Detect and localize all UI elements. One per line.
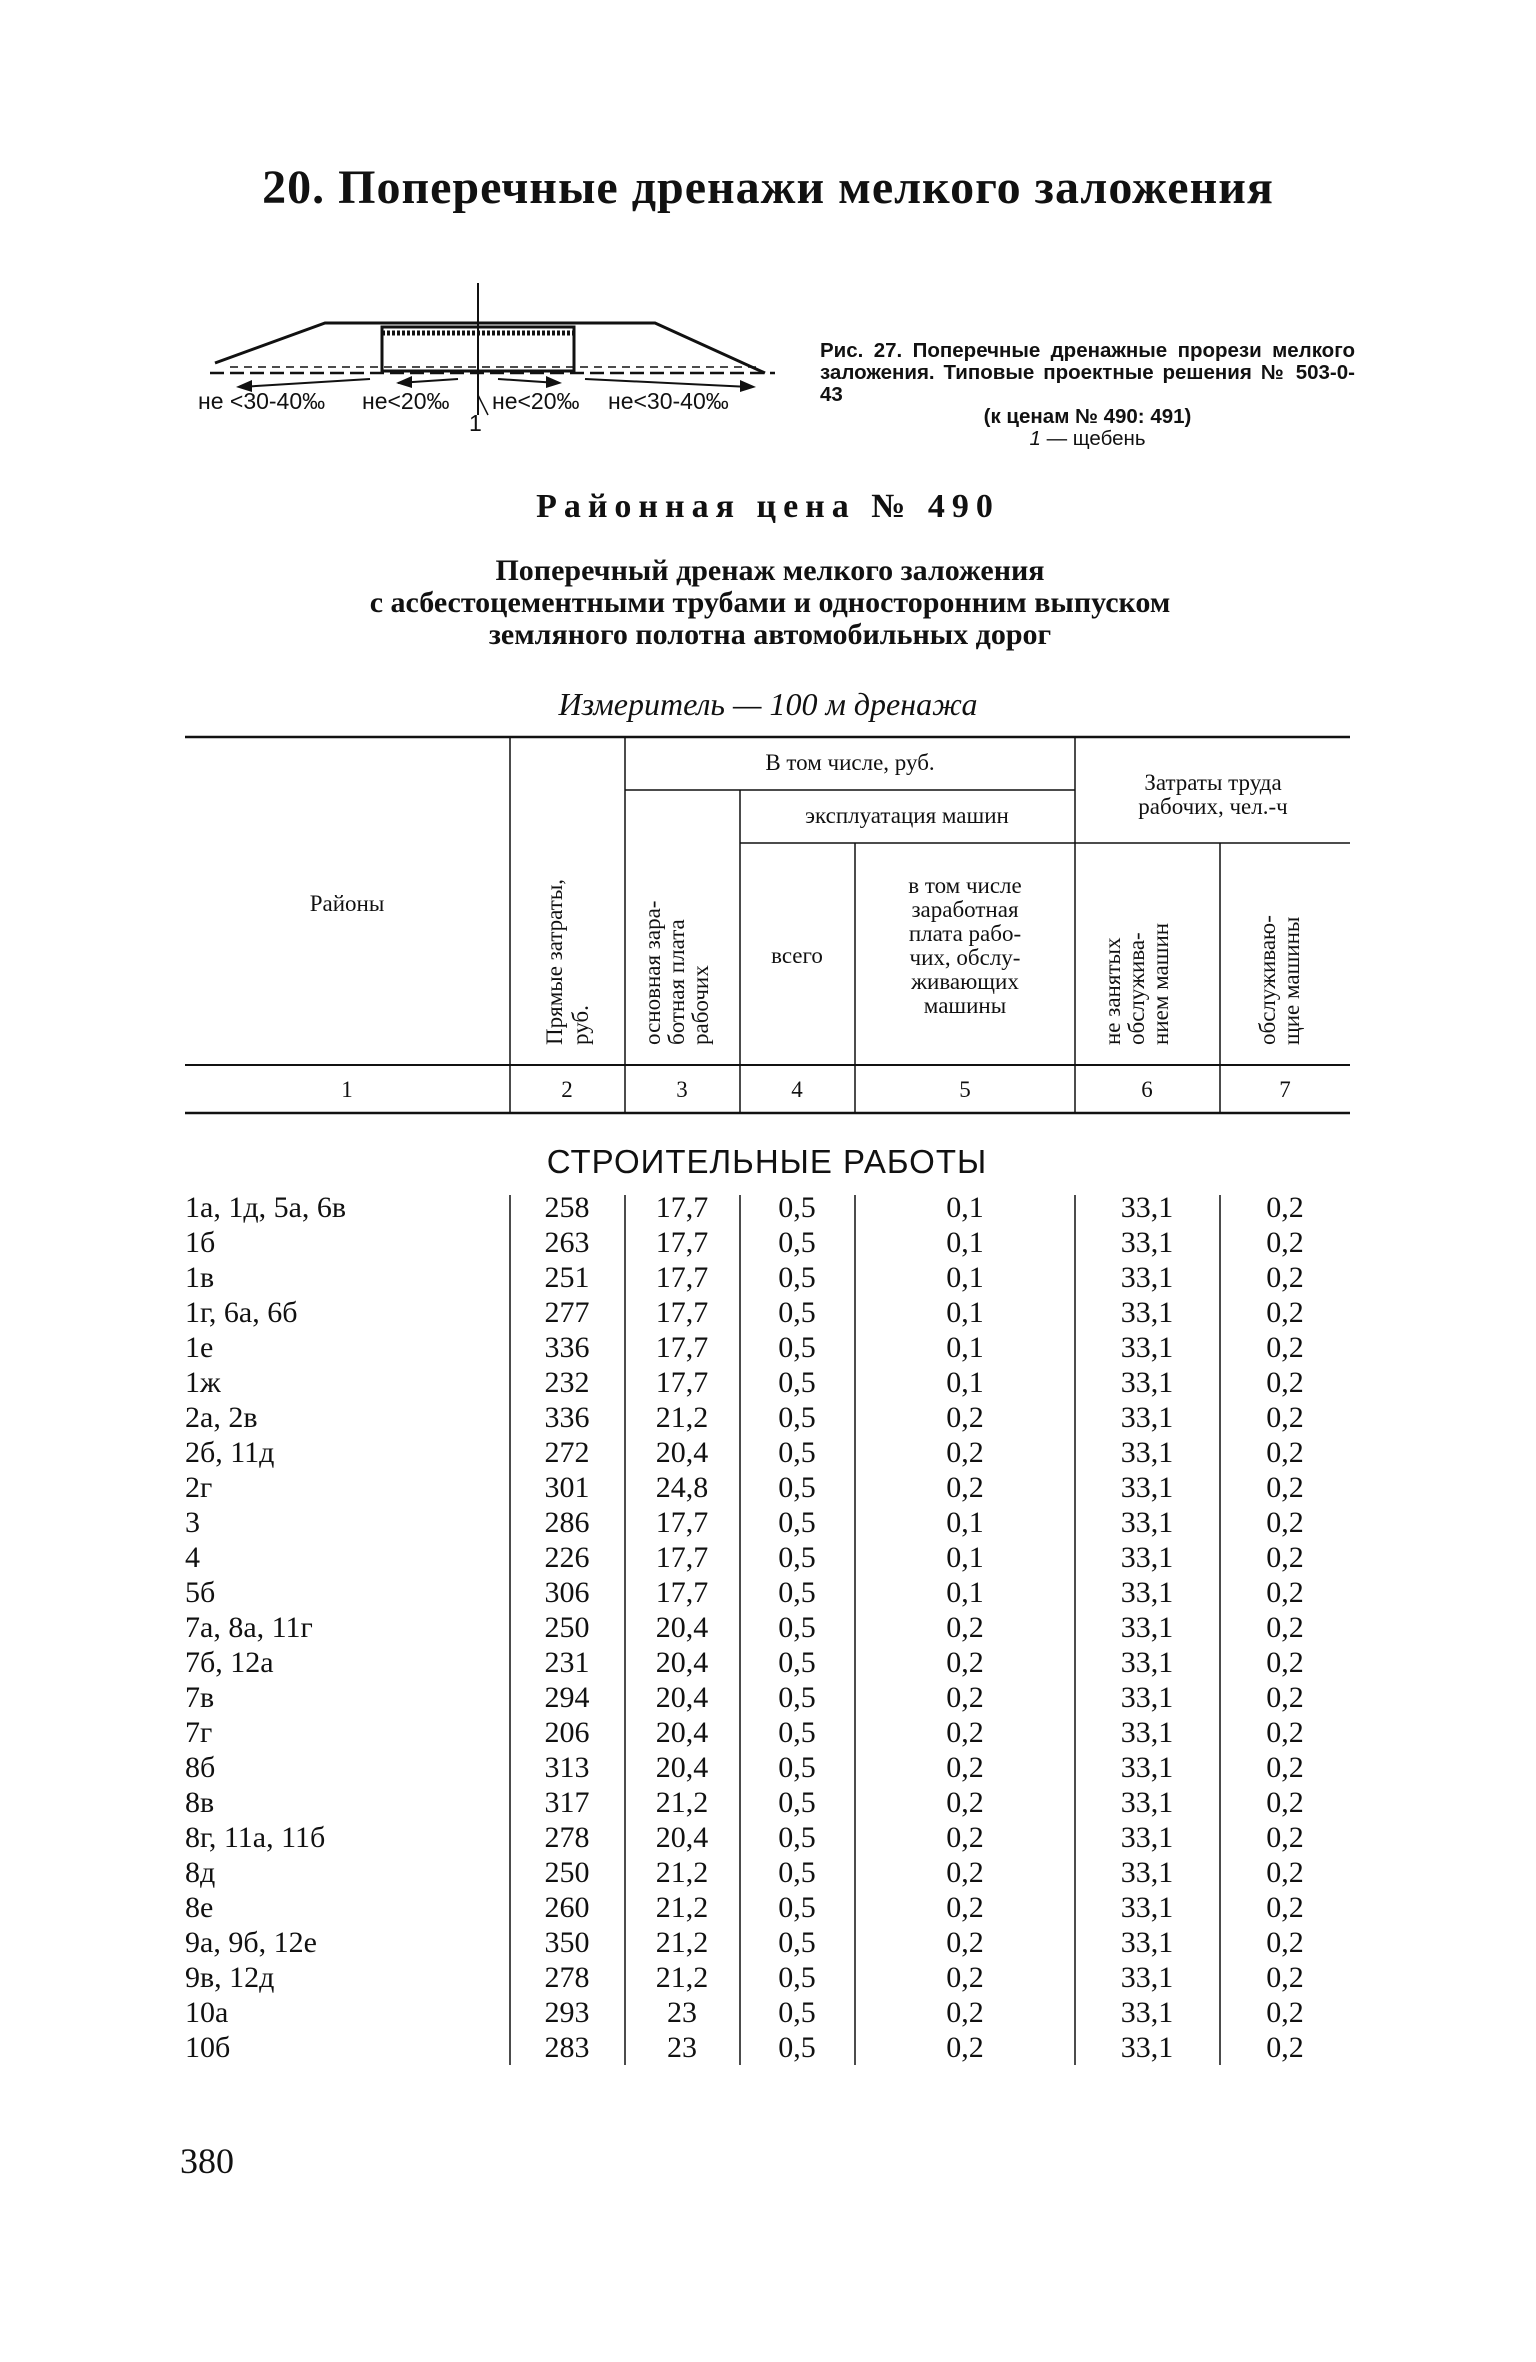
table-row (185, 1751, 1304, 1784)
value-cell: 350 (544, 1926, 590, 1959)
value-cell: 0,5 (778, 1961, 816, 1994)
table-row (185, 1681, 1304, 1714)
value-cell: 0,5 (778, 1576, 816, 1609)
value-cell: 17,7 (655, 1226, 709, 1259)
value-cell: 0,1 (946, 1226, 984, 1259)
caption-legend (820, 428, 1355, 450)
table-row (185, 1226, 1304, 1259)
value-cell: 33,1 (1120, 1401, 1174, 1434)
value-cell: 0,5 (778, 1296, 816, 1329)
svg-text:6: 6 (1141, 1077, 1153, 1102)
region-cell: 2г (185, 1471, 213, 1504)
value-cell: 17,7 (655, 1541, 709, 1574)
figure-callout-1: 1 (469, 410, 482, 436)
table-row (185, 1646, 1304, 1679)
region-cell: 1е (185, 1331, 214, 1364)
svg-text:щие машины: щие машины (1279, 916, 1304, 1045)
region-cell: 4 (185, 1541, 200, 1574)
slope-label-inner-right: не<20‰ (492, 388, 580, 414)
table-row (185, 1436, 1304, 1469)
value-cell: 17,7 (655, 1331, 709, 1364)
caption-prices: (к ценам № 490: 491) (983, 405, 1192, 428)
value-cell: 251 (544, 1261, 590, 1294)
drainage-figure (190, 275, 790, 455)
value-cell: 0,5 (778, 1681, 816, 1714)
value-cell: 278 (544, 1821, 590, 1854)
value-cell: 0,2 (1266, 1786, 1304, 1819)
value-cell: 33,1 (1120, 1996, 1174, 2029)
svg-text:7: 7 (1279, 1077, 1291, 1102)
table-row (185, 1856, 1304, 1889)
table-row (185, 1471, 1304, 1504)
table-row (185, 1716, 1304, 1749)
table-row (185, 1366, 1304, 1399)
value-cell: 0,2 (1266, 1681, 1304, 1714)
value-cell: 33,1 (1120, 1506, 1174, 1539)
svg-text:5: 5 (959, 1077, 971, 1102)
region-cell: 7б, 12а (185, 1646, 274, 1679)
price-table (185, 735, 1350, 2085)
value-cell: 0,2 (1266, 1366, 1304, 1399)
svg-text:чих, обслу-: чих, обслу- (909, 945, 1021, 970)
value-cell: 0,2 (1266, 1821, 1304, 1854)
slope-label-outer-right: не<30-40‰ (608, 388, 729, 414)
region-cell: 1б (185, 1226, 216, 1259)
value-cell: 33,1 (1120, 1961, 1174, 1994)
value-cell: 0,1 (946, 1296, 984, 1329)
region-cell: 7г (185, 1716, 213, 1749)
value-cell: 278 (544, 1961, 590, 1994)
caption-text: Рис. 27. Поперечные дренажные прорези мелкого заложения. Типовые проектные решения № 503-0-43 (820, 339, 1355, 406)
value-cell: 17,7 (655, 1296, 709, 1329)
value-cell: 33,1 (1120, 1541, 1174, 1574)
table-row (185, 1961, 1304, 1994)
value-cell: 206 (544, 1716, 590, 1749)
svg-text:3: 3 (676, 1077, 688, 1102)
value-cell: 277 (544, 1296, 590, 1329)
value-cell: 306 (544, 1576, 590, 1609)
value-cell: 0,5 (778, 1401, 816, 1434)
svg-text:рабочих, чел.-ч: рабочих, чел.-ч (1138, 794, 1288, 819)
value-cell: 0,2 (946, 1786, 984, 1819)
region-cell: 10а (185, 1996, 229, 2029)
value-cell: 294 (544, 1681, 590, 1714)
value-cell: 33,1 (1120, 1751, 1174, 1784)
svg-text:плата рабо-: плата рабо- (908, 921, 1022, 946)
value-cell: 301 (544, 1471, 590, 1504)
svg-text:Затраты труда: Затраты труда (1144, 770, 1282, 795)
value-cell: 263 (544, 1226, 590, 1259)
table-row (185, 1541, 1304, 1574)
value-cell: 0,1 (946, 1541, 984, 1574)
value-cell: 0,2 (946, 1961, 984, 1994)
value-cell: 0,5 (778, 1856, 816, 1889)
value-cell: 260 (544, 1891, 590, 1924)
value-cell: 0,2 (1266, 1261, 1304, 1294)
value-cell: 33,1 (1120, 1856, 1174, 1889)
value-cell: 0,5 (778, 1716, 816, 1749)
value-cell: 33,1 (1120, 1576, 1174, 1609)
value-cell: 17,7 (655, 1506, 709, 1539)
value-cell: 0,2 (946, 1471, 984, 1504)
value-cell: 33,1 (1120, 1471, 1174, 1504)
value-cell: 20,4 (655, 1821, 709, 1854)
value-cell: 250 (544, 1611, 590, 1644)
drainage-cross-section-drawing (190, 275, 790, 455)
value-cell: 33,1 (1120, 1191, 1174, 1224)
value-cell: 0,1 (946, 1576, 984, 1609)
value-cell: 33,1 (1120, 1261, 1174, 1294)
svg-text:обслужива-: обслужива- (1124, 932, 1149, 1045)
value-cell: 317 (544, 1786, 590, 1819)
value-cell: 0,5 (778, 1506, 816, 1539)
value-cell: 258 (544, 1191, 590, 1224)
value-cell: 33,1 (1120, 1681, 1174, 1714)
measure-unit: Измеритель — 100 м дренажа (558, 686, 978, 722)
heading-line: Поперечный дренаж мелкого заложения (495, 554, 1045, 587)
svg-text:4: 4 (791, 1077, 803, 1102)
value-cell: 0,2 (1266, 1506, 1304, 1539)
value-cell: 0,5 (778, 1366, 816, 1399)
table-row (185, 1261, 1304, 1294)
header-regions: Районы (309, 891, 385, 916)
table-row (185, 1926, 1304, 1959)
svg-text:обслуживаю-: обслуживаю- (1255, 915, 1280, 1045)
table-body (185, 1191, 1304, 2064)
value-cell: 0,2 (946, 1751, 984, 1784)
region-cell: 9а, 9б, 12е (185, 1926, 317, 1959)
value-cell: 286 (544, 1506, 590, 1539)
page-title: 20. Поперечные дренажи мелкого заложения (262, 161, 1274, 214)
value-cell: 0,2 (946, 1611, 984, 1644)
header-including: В том числе, руб. (765, 750, 935, 775)
value-cell: 0,2 (946, 1681, 984, 1714)
region-cell: 7а, 8а, 11г (185, 1611, 313, 1644)
region-cell: 7в (185, 1681, 215, 1714)
value-cell: 21,2 (655, 1856, 709, 1889)
region-cell: 8в (185, 1786, 215, 1819)
legend-text: — щебень (1040, 427, 1146, 450)
table-row (185, 1296, 1304, 1329)
table-row (185, 1821, 1304, 1854)
value-cell: 0,2 (946, 1716, 984, 1749)
value-cell: 33,1 (1120, 1891, 1174, 1924)
value-cell: 0,2 (946, 1926, 984, 1959)
value-cell: 33,1 (1120, 1821, 1174, 1854)
region-cell: 1а, 1д, 5а, 6в (185, 1191, 347, 1224)
price-table-drawing (185, 735, 1350, 2085)
value-cell: 33,1 (1120, 1296, 1174, 1329)
table-row (185, 1891, 1304, 1924)
value-cell: 0,5 (778, 1751, 816, 1784)
svg-text:Прямые затраты,: Прямые затраты, (542, 878, 567, 1045)
table-row (185, 2031, 1304, 2064)
page-number: 380 (180, 2141, 234, 2181)
value-cell: 0,5 (778, 1611, 816, 1644)
table-heading (190, 555, 1350, 651)
svg-text:основная зара-: основная зара- (640, 900, 665, 1045)
value-cell: 23 (667, 1996, 697, 2029)
table-row (185, 1576, 1304, 1609)
value-cell: 0,2 (946, 1891, 984, 1924)
value-cell: 0,2 (1266, 1436, 1304, 1469)
value-cell: 33,1 (1120, 1646, 1174, 1679)
value-cell: 20,4 (655, 1681, 709, 1714)
svg-text:заработная: заработная (911, 897, 1019, 922)
svg-text:нием машин: нием машин (1148, 922, 1173, 1045)
value-cell: 0,2 (1266, 1401, 1304, 1434)
header-not-serving (1100, 923, 1173, 1045)
svg-text:ботная плата: ботная плата (664, 919, 689, 1045)
value-cell: 0,2 (1266, 1191, 1304, 1224)
header-base-wage (640, 901, 713, 1045)
value-cell: 0,5 (778, 1646, 816, 1679)
value-cell: 20,4 (655, 1646, 709, 1679)
value-cell: 21,2 (655, 1786, 709, 1819)
value-cell: 0,2 (1266, 1891, 1304, 1924)
value-cell: 21,2 (655, 1926, 709, 1959)
table-row (185, 1331, 1304, 1364)
column-numbers (341, 1077, 1291, 1102)
value-cell: 0,2 (1266, 1611, 1304, 1644)
value-cell: 0,5 (778, 1821, 816, 1854)
value-cell: 33,1 (1120, 1786, 1174, 1819)
value-cell: 283 (544, 2031, 590, 2064)
svg-text:руб.: руб. (568, 1005, 593, 1045)
value-cell: 250 (544, 1856, 590, 1889)
value-cell: 33,1 (1120, 1436, 1174, 1469)
value-cell: 0,5 (778, 1471, 816, 1504)
slope-arrow-right-outer (585, 379, 750, 387)
value-cell: 20,4 (655, 1751, 709, 1784)
region-cell: 1ж (185, 1366, 221, 1399)
table-row (185, 1191, 1304, 1224)
value-cell: 17,7 (655, 1261, 709, 1294)
value-cell: 336 (544, 1401, 590, 1434)
value-cell: 0,2 (1266, 1646, 1304, 1679)
value-cell: 0,2 (1266, 1751, 1304, 1784)
value-cell: 33,1 (1120, 1926, 1174, 1959)
svg-text:не занятых: не занятых (1100, 937, 1125, 1045)
value-cell: 20,4 (655, 1716, 709, 1749)
value-cell: 293 (544, 1996, 590, 2029)
figure-caption (820, 340, 1355, 450)
value-cell: 0,1 (946, 1366, 984, 1399)
value-cell: 33,1 (1120, 2031, 1174, 2064)
value-cell: 0,2 (946, 1856, 984, 1889)
svg-text:2: 2 (561, 1077, 573, 1102)
region-cell: 2а, 2в (185, 1401, 258, 1434)
value-cell: 21,2 (655, 1891, 709, 1924)
value-cell: 0,2 (946, 1436, 984, 1469)
value-cell: 272 (544, 1436, 590, 1469)
regional-price-heading: Районная цена № 490 (536, 488, 1000, 525)
header-total: всего (771, 943, 823, 968)
region-cell: 3 (185, 1506, 200, 1539)
slope-arrow-left-outer (240, 379, 370, 387)
value-cell: 0,2 (946, 2031, 984, 2064)
value-cell: 0,1 (946, 1331, 984, 1364)
value-cell: 33,1 (1120, 1331, 1174, 1364)
value-cell: 33,1 (1120, 1366, 1174, 1399)
value-cell: 33,1 (1120, 1611, 1174, 1644)
svg-text:в том числе: в том числе (908, 873, 1022, 898)
value-cell: 0,2 (1266, 1856, 1304, 1889)
region-cell: 10б (185, 2031, 231, 2064)
slope-label-inner-left: не<20‰ (362, 388, 450, 414)
value-cell: 0,5 (778, 1891, 816, 1924)
value-cell: 0,2 (1266, 1226, 1304, 1259)
value-cell: 0,2 (1266, 1996, 1304, 2029)
value-cell: 0,2 (946, 1401, 984, 1434)
heading-line: земляного полотна автомобильных дорог (488, 618, 1052, 651)
header-machine-wage (908, 873, 1022, 1018)
value-cell: 21,2 (655, 1401, 709, 1434)
value-cell: 0,2 (1266, 1576, 1304, 1609)
value-cell: 23 (667, 2031, 697, 2064)
value-cell: 0,2 (1266, 1716, 1304, 1749)
value-cell: 33,1 (1120, 1716, 1174, 1749)
value-cell: 0,1 (946, 1261, 984, 1294)
value-cell: 0,5 (778, 1191, 816, 1224)
value-cell: 0,5 (778, 1261, 816, 1294)
svg-text:живающих: живающих (911, 969, 1019, 994)
value-cell: 0,1 (946, 1506, 984, 1539)
value-cell: 21,2 (655, 1961, 709, 1994)
value-cell: 0,5 (778, 1436, 816, 1469)
heading-line: с асбестоцементными трубами и односторонним выпуском (369, 586, 1171, 619)
section-construction-works: СТРОИТЕЛЬНЫЕ РАБОТЫ (546, 1143, 988, 1180)
table-row (185, 1996, 1304, 2029)
value-cell: 0,2 (946, 1646, 984, 1679)
table-row (185, 1611, 1304, 1644)
legend-number: 1 (1029, 427, 1041, 450)
value-cell: 0,5 (778, 1331, 816, 1364)
value-cell: 0,2 (1266, 1471, 1304, 1504)
value-cell: 313 (544, 1751, 590, 1784)
table-row (185, 1506, 1304, 1539)
svg-text:машины: машины (923, 993, 1007, 1018)
value-cell: 33,1 (1120, 1226, 1174, 1259)
value-cell: 0,2 (1266, 2031, 1304, 2064)
header-direct-costs (542, 879, 593, 1045)
value-cell: 0,5 (778, 1786, 816, 1819)
region-cell: 1г, 6а, 6б (185, 1296, 298, 1329)
value-cell: 0,5 (778, 1996, 816, 2029)
svg-text:рабочих: рабочих (688, 965, 713, 1045)
value-cell: 20,4 (655, 1436, 709, 1469)
value-cell: 17,7 (655, 1191, 709, 1224)
value-cell: 0,5 (778, 1926, 816, 1959)
value-cell: 0,2 (1266, 1541, 1304, 1574)
value-cell: 0,2 (946, 1821, 984, 1854)
value-cell: 17,7 (655, 1576, 709, 1609)
value-cell: 20,4 (655, 1611, 709, 1644)
value-cell: 24,8 (655, 1471, 709, 1504)
value-cell: 0,2 (1266, 1331, 1304, 1364)
table-row (185, 1786, 1304, 1819)
svg-text:1: 1 (341, 1077, 353, 1102)
region-cell: 9в, 12д (185, 1961, 275, 1994)
region-cell: 5б (185, 1576, 216, 1609)
value-cell: 0,5 (778, 2031, 816, 2064)
header-machines: эксплуатация машин (805, 803, 1009, 828)
value-cell: 232 (544, 1366, 590, 1399)
header-serving (1255, 915, 1304, 1045)
value-cell: 0,5 (778, 1226, 816, 1259)
value-cell: 0,2 (946, 1996, 984, 2029)
region-cell: 2б, 11д (185, 1436, 275, 1469)
region-cell: 8г, 11а, 11б (185, 1821, 326, 1854)
region-cell: 8е (185, 1891, 214, 1924)
value-cell: 0,2 (1266, 1961, 1304, 1994)
value-cell: 17,7 (655, 1366, 709, 1399)
region-cell: 1в (185, 1261, 215, 1294)
slope-label-outer-left: не <30-40‰ (198, 388, 326, 414)
value-cell: 0,2 (1266, 1926, 1304, 1959)
value-cell: 231 (544, 1646, 590, 1679)
value-cell: 226 (544, 1541, 590, 1574)
region-cell: 8д (185, 1856, 216, 1889)
value-cell: 336 (544, 1331, 590, 1364)
value-cell: 0,2 (1266, 1296, 1304, 1329)
header-labor (1138, 770, 1288, 819)
value-cell: 0,1 (946, 1191, 984, 1224)
table-row (185, 1401, 1304, 1434)
region-cell: 8б (185, 1751, 216, 1784)
value-cell: 0,5 (778, 1541, 816, 1574)
